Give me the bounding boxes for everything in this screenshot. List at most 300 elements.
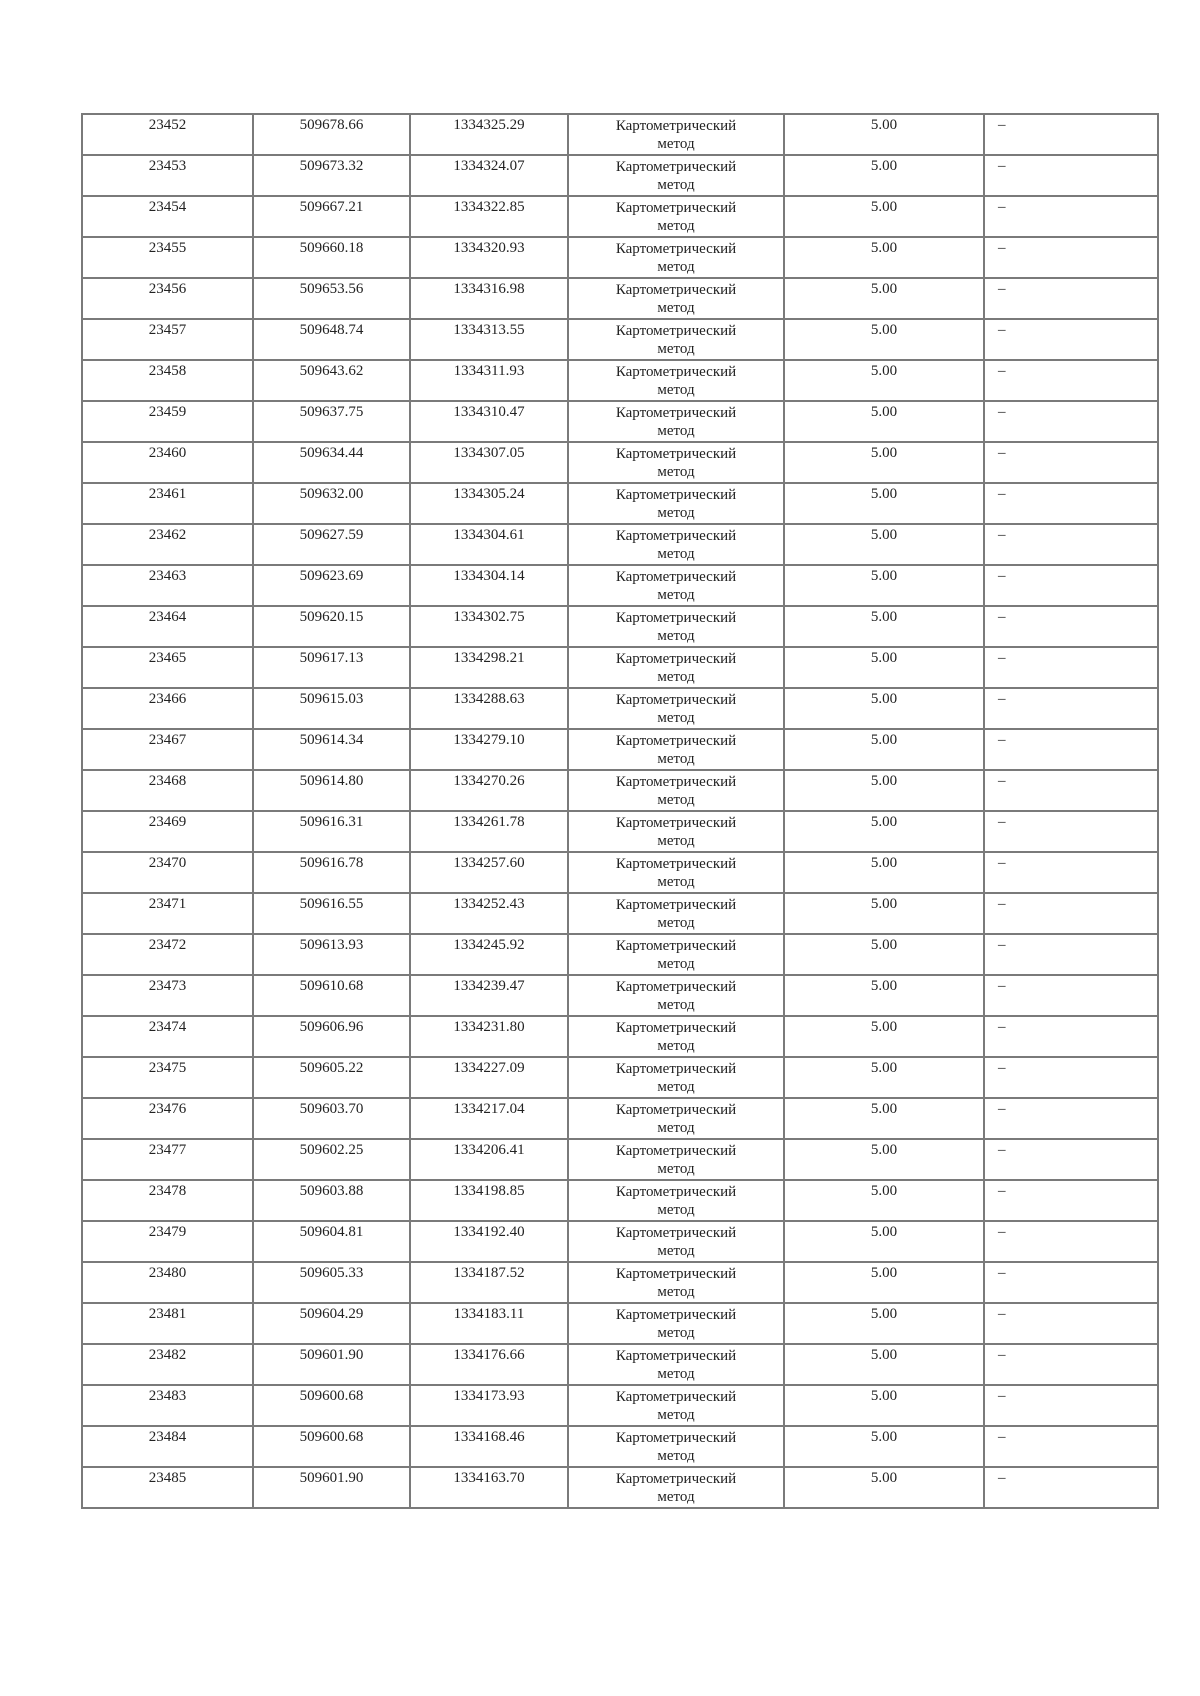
accuracy-cell-value: 5.00 bbox=[870, 158, 898, 174]
note-cell-value: – bbox=[998, 1306, 1006, 1322]
accuracy-cell bbox=[784, 1426, 984, 1467]
accuracy-cell bbox=[784, 1303, 984, 1344]
accuracy-cell bbox=[784, 565, 984, 606]
y-coordinate-cell-value: 1334316.98 bbox=[453, 281, 525, 297]
x-coordinate-cell-value: 509614.34 bbox=[299, 732, 364, 748]
x-coordinate-cell-value: 509616.55 bbox=[299, 896, 364, 912]
y-coordinate-cell-value: 1334310.47 bbox=[453, 404, 525, 420]
y-coordinate-cell-value: 1334320.93 bbox=[453, 240, 525, 256]
note-cell bbox=[984, 1139, 1158, 1180]
method-line-2: метод bbox=[657, 136, 695, 152]
point-number-cell bbox=[82, 852, 253, 893]
point-number-cell bbox=[82, 401, 253, 442]
x-coordinate-cell bbox=[253, 729, 410, 770]
point-number-cell-value: 23485 bbox=[148, 1470, 187, 1486]
x-coordinate-cell bbox=[253, 442, 410, 483]
x-coordinate-cell bbox=[253, 934, 410, 975]
point-number-cell bbox=[82, 524, 253, 565]
method-line-1: Картометрический bbox=[615, 651, 737, 667]
accuracy-cell bbox=[784, 688, 984, 729]
accuracy-cell bbox=[784, 770, 984, 811]
table-row bbox=[82, 1385, 1158, 1426]
point-number-cell bbox=[82, 237, 253, 278]
method-line-1: Картометрический bbox=[615, 774, 737, 790]
method-line-1: Картометрический bbox=[615, 200, 737, 216]
point-number-cell-value: 23468 bbox=[148, 773, 187, 789]
note-cell-value: – bbox=[998, 1388, 1006, 1404]
y-coordinate-cell-value: 1334187.52 bbox=[453, 1265, 525, 1281]
y-coordinate-cell-value: 1334270.26 bbox=[453, 773, 525, 789]
y-coordinate-cell bbox=[410, 442, 568, 483]
method-line-2: метод bbox=[657, 464, 695, 480]
note-cell-value: – bbox=[998, 527, 1006, 543]
point-number-cell-value: 23459 bbox=[148, 404, 187, 420]
accuracy-cell bbox=[784, 934, 984, 975]
accuracy-cell-value: 5.00 bbox=[870, 978, 898, 994]
x-coordinate-cell bbox=[253, 688, 410, 729]
method-line-2: метод bbox=[657, 915, 695, 931]
accuracy-cell bbox=[784, 401, 984, 442]
x-coordinate-cell-value: 509667.21 bbox=[299, 199, 364, 215]
note-cell-value: – bbox=[998, 199, 1006, 215]
point-number-cell-value: 23470 bbox=[148, 855, 187, 871]
accuracy-cell bbox=[784, 1180, 984, 1221]
note-cell bbox=[984, 565, 1158, 606]
x-coordinate-cell bbox=[253, 360, 410, 401]
method-line-2: метод bbox=[657, 997, 695, 1013]
x-coordinate-cell bbox=[253, 893, 410, 934]
x-coordinate-cell-value: 509616.31 bbox=[299, 814, 364, 830]
method-line-1: Картометрический bbox=[615, 282, 737, 298]
table-row bbox=[82, 360, 1158, 401]
y-coordinate-cell-value: 1334325.29 bbox=[453, 117, 525, 133]
table-row bbox=[82, 278, 1158, 319]
method-cell bbox=[568, 1139, 784, 1180]
method-cell bbox=[568, 770, 784, 811]
method-line-1: Картометрический bbox=[615, 1184, 737, 1200]
accuracy-cell bbox=[784, 1016, 984, 1057]
note-cell bbox=[984, 114, 1158, 155]
coordinates-table bbox=[81, 113, 1159, 1509]
y-coordinate-cell-value: 1334252.43 bbox=[453, 896, 525, 912]
y-coordinate-cell-value: 1334261.78 bbox=[453, 814, 525, 830]
y-coordinate-cell-value: 1334217.04 bbox=[453, 1101, 525, 1117]
x-coordinate-cell bbox=[253, 565, 410, 606]
x-coordinate-cell bbox=[253, 811, 410, 852]
accuracy-cell-value: 5.00 bbox=[870, 814, 898, 830]
x-coordinate-cell-value: 509678.66 bbox=[299, 117, 364, 133]
accuracy-cell-value: 5.00 bbox=[870, 1347, 898, 1363]
method-line-1: Картометрический bbox=[615, 1266, 737, 1282]
x-coordinate-cell-value: 509627.59 bbox=[299, 527, 364, 543]
x-coordinate-cell bbox=[253, 1262, 410, 1303]
x-coordinate-cell bbox=[253, 1344, 410, 1385]
table-row bbox=[82, 565, 1158, 606]
note-cell-value: – bbox=[998, 117, 1006, 133]
point-number-cell bbox=[82, 893, 253, 934]
table-row bbox=[82, 975, 1158, 1016]
table-row bbox=[82, 196, 1158, 237]
accuracy-cell bbox=[784, 1098, 984, 1139]
x-coordinate-cell-value: 509615.03 bbox=[299, 691, 364, 707]
method-cell bbox=[568, 811, 784, 852]
accuracy-cell-value: 5.00 bbox=[870, 1429, 898, 1445]
note-cell-value: – bbox=[998, 691, 1006, 707]
y-coordinate-cell-value: 1334257.60 bbox=[453, 855, 525, 871]
y-coordinate-cell bbox=[410, 975, 568, 1016]
y-coordinate-cell-value: 1334173.93 bbox=[453, 1388, 525, 1404]
point-number-cell-value: 23453 bbox=[148, 158, 187, 174]
y-coordinate-cell-value: 1334227.09 bbox=[453, 1060, 525, 1076]
table-row bbox=[82, 852, 1158, 893]
y-coordinate-cell bbox=[410, 1262, 568, 1303]
point-number-cell bbox=[82, 1467, 253, 1508]
point-number-cell bbox=[82, 1180, 253, 1221]
x-coordinate-cell-value: 509605.33 bbox=[299, 1265, 364, 1281]
note-cell bbox=[984, 483, 1158, 524]
point-number-cell bbox=[82, 1344, 253, 1385]
note-cell bbox=[984, 770, 1158, 811]
note-cell bbox=[984, 852, 1158, 893]
point-number-cell-value: 23457 bbox=[148, 322, 187, 338]
point-number-cell bbox=[82, 1303, 253, 1344]
method-cell bbox=[568, 1344, 784, 1385]
point-number-cell bbox=[82, 1385, 253, 1426]
method-cell bbox=[568, 196, 784, 237]
x-coordinate-cell-value: 509616.78 bbox=[299, 855, 364, 871]
point-number-cell-value: 23483 bbox=[148, 1388, 187, 1404]
method-line-2: метод bbox=[657, 1489, 695, 1505]
method-cell bbox=[568, 1262, 784, 1303]
note-cell bbox=[984, 729, 1158, 770]
x-coordinate-cell bbox=[253, 1016, 410, 1057]
method-line-2: метод bbox=[657, 300, 695, 316]
x-coordinate-cell-value: 509653.56 bbox=[299, 281, 364, 297]
point-number-cell-value: 23477 bbox=[148, 1142, 187, 1158]
method-line-1: Картометрический bbox=[615, 1225, 737, 1241]
method-line-1: Картометрический bbox=[615, 528, 737, 544]
y-coordinate-cell bbox=[410, 606, 568, 647]
note-cell bbox=[984, 196, 1158, 237]
x-coordinate-cell-value: 509603.88 bbox=[299, 1183, 364, 1199]
note-cell bbox=[984, 975, 1158, 1016]
y-coordinate-cell bbox=[410, 565, 568, 606]
method-cell bbox=[568, 893, 784, 934]
method-cell bbox=[568, 647, 784, 688]
method-line-1: Картометрический bbox=[615, 446, 737, 462]
accuracy-cell-value: 5.00 bbox=[870, 404, 898, 420]
accuracy-cell-value: 5.00 bbox=[870, 1019, 898, 1035]
x-coordinate-cell bbox=[253, 1180, 410, 1221]
y-coordinate-cell-value: 1334288.63 bbox=[453, 691, 525, 707]
x-coordinate-cell-value: 509601.90 bbox=[299, 1347, 364, 1363]
accuracy-cell-value: 5.00 bbox=[870, 650, 898, 666]
y-coordinate-cell-value: 1334239.47 bbox=[453, 978, 525, 994]
accuracy-cell-value: 5.00 bbox=[870, 445, 898, 461]
point-number-cell-value: 23460 bbox=[148, 445, 187, 461]
y-coordinate-cell bbox=[410, 1139, 568, 1180]
table-row bbox=[82, 1180, 1158, 1221]
method-line-1: Картометрический bbox=[615, 610, 737, 626]
y-coordinate-cell-value: 1334322.85 bbox=[453, 199, 525, 215]
table-row bbox=[82, 688, 1158, 729]
method-cell bbox=[568, 319, 784, 360]
method-line-2: метод bbox=[657, 874, 695, 890]
method-cell bbox=[568, 934, 784, 975]
method-cell bbox=[568, 688, 784, 729]
point-number-cell-value: 23481 bbox=[148, 1306, 187, 1322]
note-cell-value: – bbox=[998, 896, 1006, 912]
note-cell bbox=[984, 606, 1158, 647]
method-line-1: Картометрический bbox=[615, 938, 737, 954]
table-row bbox=[82, 729, 1158, 770]
note-cell bbox=[984, 278, 1158, 319]
y-coordinate-cell-value: 1334231.80 bbox=[453, 1019, 525, 1035]
y-coordinate-cell bbox=[410, 1098, 568, 1139]
note-cell-value: – bbox=[998, 281, 1006, 297]
x-coordinate-cell-value: 509614.80 bbox=[299, 773, 364, 789]
note-cell bbox=[984, 401, 1158, 442]
method-line-2: метод bbox=[657, 1284, 695, 1300]
method-line-2: метод bbox=[657, 587, 695, 603]
note-cell bbox=[984, 1098, 1158, 1139]
note-cell-value: – bbox=[998, 1060, 1006, 1076]
x-coordinate-cell-value: 509673.32 bbox=[299, 158, 364, 174]
x-coordinate-cell bbox=[253, 114, 410, 155]
accuracy-cell-value: 5.00 bbox=[870, 322, 898, 338]
method-cell bbox=[568, 565, 784, 606]
point-number-cell bbox=[82, 196, 253, 237]
y-coordinate-cell-value: 1334206.41 bbox=[453, 1142, 525, 1158]
table-row bbox=[82, 1426, 1158, 1467]
point-number-cell bbox=[82, 1098, 253, 1139]
point-number-cell bbox=[82, 770, 253, 811]
y-coordinate-cell-value: 1334304.14 bbox=[453, 568, 525, 584]
x-coordinate-cell-value: 509613.93 bbox=[299, 937, 364, 953]
point-number-cell bbox=[82, 1016, 253, 1057]
point-number-cell-value: 23463 bbox=[148, 568, 187, 584]
accuracy-cell-value: 5.00 bbox=[870, 1388, 898, 1404]
x-coordinate-cell bbox=[253, 237, 410, 278]
table-row bbox=[82, 483, 1158, 524]
method-cell bbox=[568, 278, 784, 319]
accuracy-cell-value: 5.00 bbox=[870, 691, 898, 707]
point-number-cell bbox=[82, 483, 253, 524]
x-coordinate-cell bbox=[253, 278, 410, 319]
accuracy-cell bbox=[784, 647, 984, 688]
accuracy-cell bbox=[784, 237, 984, 278]
y-coordinate-cell bbox=[410, 1426, 568, 1467]
note-cell-value: – bbox=[998, 404, 1006, 420]
note-cell-value: – bbox=[998, 363, 1006, 379]
table-row bbox=[82, 1262, 1158, 1303]
y-coordinate-cell bbox=[410, 934, 568, 975]
method-cell bbox=[568, 237, 784, 278]
point-number-cell-value: 23482 bbox=[148, 1347, 187, 1363]
method-line-2: метод bbox=[657, 341, 695, 357]
accuracy-cell-value: 5.00 bbox=[870, 732, 898, 748]
note-cell-value: – bbox=[998, 650, 1006, 666]
x-coordinate-cell-value: 509606.96 bbox=[299, 1019, 364, 1035]
x-coordinate-cell bbox=[253, 1221, 410, 1262]
table-row bbox=[82, 934, 1158, 975]
x-coordinate-cell-value: 509605.22 bbox=[299, 1060, 364, 1076]
note-cell bbox=[984, 1303, 1158, 1344]
table-row bbox=[82, 1303, 1158, 1344]
note-cell bbox=[984, 1221, 1158, 1262]
note-cell bbox=[984, 893, 1158, 934]
point-number-cell-value: 23465 bbox=[148, 650, 187, 666]
accuracy-cell-value: 5.00 bbox=[870, 1183, 898, 1199]
table-row bbox=[82, 606, 1158, 647]
table-row bbox=[82, 1098, 1158, 1139]
method-cell bbox=[568, 483, 784, 524]
method-line-1: Картометрический bbox=[615, 692, 737, 708]
point-number-cell bbox=[82, 565, 253, 606]
x-coordinate-cell bbox=[253, 1303, 410, 1344]
accuracy-cell bbox=[784, 1467, 984, 1508]
method-line-1: Картометрический bbox=[615, 1430, 737, 1446]
method-cell bbox=[568, 1221, 784, 1262]
point-number-cell-value: 23454 bbox=[148, 199, 187, 215]
note-cell-value: – bbox=[998, 158, 1006, 174]
point-number-cell bbox=[82, 319, 253, 360]
y-coordinate-cell bbox=[410, 155, 568, 196]
accuracy-cell bbox=[784, 1139, 984, 1180]
y-coordinate-cell-value: 1334168.46 bbox=[453, 1429, 525, 1445]
table-row bbox=[82, 811, 1158, 852]
method-line-2: метод bbox=[657, 669, 695, 685]
point-number-cell-value: 23480 bbox=[148, 1265, 187, 1281]
method-cell bbox=[568, 975, 784, 1016]
method-cell bbox=[568, 1098, 784, 1139]
method-cell bbox=[568, 524, 784, 565]
x-coordinate-cell bbox=[253, 401, 410, 442]
y-coordinate-cell bbox=[410, 1180, 568, 1221]
accuracy-cell bbox=[784, 442, 984, 483]
y-coordinate-cell-value: 1334163.70 bbox=[453, 1470, 525, 1486]
method-line-2: метод bbox=[657, 546, 695, 562]
accuracy-cell-value: 5.00 bbox=[870, 896, 898, 912]
y-coordinate-cell bbox=[410, 1057, 568, 1098]
note-cell bbox=[984, 237, 1158, 278]
accuracy-cell-value: 5.00 bbox=[870, 937, 898, 953]
note-cell bbox=[984, 1057, 1158, 1098]
note-cell bbox=[984, 319, 1158, 360]
note-cell-value: – bbox=[998, 814, 1006, 830]
y-coordinate-cell bbox=[410, 114, 568, 155]
note-cell-value: – bbox=[998, 568, 1006, 584]
note-cell bbox=[984, 524, 1158, 565]
accuracy-cell bbox=[784, 1262, 984, 1303]
accuracy-cell-value: 5.00 bbox=[870, 486, 898, 502]
point-number-cell-value: 23452 bbox=[148, 117, 187, 133]
method-line-1: Картометрический bbox=[615, 1348, 737, 1364]
y-coordinate-cell bbox=[410, 278, 568, 319]
point-number-cell-value: 23456 bbox=[148, 281, 187, 297]
accuracy-cell bbox=[784, 1344, 984, 1385]
accuracy-cell-value: 5.00 bbox=[870, 199, 898, 215]
point-number-cell-value: 23462 bbox=[148, 527, 187, 543]
method-cell bbox=[568, 1426, 784, 1467]
method-line-1: Картометрический bbox=[615, 159, 737, 175]
x-coordinate-cell bbox=[253, 483, 410, 524]
method-line-2: метод bbox=[657, 1038, 695, 1054]
method-line-2: метод bbox=[657, 177, 695, 193]
point-number-cell-value: 23473 bbox=[148, 978, 187, 994]
x-coordinate-cell-value: 509660.18 bbox=[299, 240, 364, 256]
note-cell-value: – bbox=[998, 486, 1006, 502]
method-line-2: метод bbox=[657, 1448, 695, 1464]
method-line-1: Картометрический bbox=[615, 364, 737, 380]
method-line-1: Картометрический bbox=[615, 405, 737, 421]
x-coordinate-cell-value: 509610.68 bbox=[299, 978, 364, 994]
point-number-cell bbox=[82, 278, 253, 319]
point-number-cell bbox=[82, 114, 253, 155]
accuracy-cell-value: 5.00 bbox=[870, 1265, 898, 1281]
accuracy-cell-value: 5.00 bbox=[870, 1224, 898, 1240]
coordinates-table-body bbox=[82, 114, 1158, 1508]
x-coordinate-cell-value: 509603.70 bbox=[299, 1101, 364, 1117]
y-coordinate-cell bbox=[410, 852, 568, 893]
method-line-1: Картометрический bbox=[615, 323, 737, 339]
note-cell-value: – bbox=[998, 1265, 1006, 1281]
y-coordinate-cell bbox=[410, 196, 568, 237]
y-coordinate-cell bbox=[410, 811, 568, 852]
x-coordinate-cell bbox=[253, 196, 410, 237]
y-coordinate-cell bbox=[410, 1344, 568, 1385]
table-row bbox=[82, 893, 1158, 934]
y-coordinate-cell bbox=[410, 524, 568, 565]
x-coordinate-cell bbox=[253, 319, 410, 360]
point-number-cell-value: 23467 bbox=[148, 732, 187, 748]
method-line-1: Картометрический bbox=[615, 733, 737, 749]
y-coordinate-cell bbox=[410, 401, 568, 442]
y-coordinate-cell-value: 1334192.40 bbox=[453, 1224, 525, 1240]
table-row bbox=[82, 647, 1158, 688]
y-coordinate-cell-value: 1334304.61 bbox=[453, 527, 525, 543]
point-number-cell-value: 23484 bbox=[148, 1429, 187, 1445]
x-coordinate-cell bbox=[253, 975, 410, 1016]
method-line-1: Картометрический bbox=[615, 1389, 737, 1405]
point-number-cell bbox=[82, 811, 253, 852]
point-number-cell bbox=[82, 1221, 253, 1262]
accuracy-cell bbox=[784, 852, 984, 893]
accuracy-cell-value: 5.00 bbox=[870, 1306, 898, 1322]
method-cell bbox=[568, 852, 784, 893]
x-coordinate-cell bbox=[253, 770, 410, 811]
accuracy-cell-value: 5.00 bbox=[870, 773, 898, 789]
table-row bbox=[82, 155, 1158, 196]
point-number-cell bbox=[82, 975, 253, 1016]
point-number-cell bbox=[82, 442, 253, 483]
accuracy-cell bbox=[784, 319, 984, 360]
accuracy-cell bbox=[784, 1385, 984, 1426]
note-cell-value: – bbox=[998, 732, 1006, 748]
x-coordinate-cell bbox=[253, 647, 410, 688]
method-cell bbox=[568, 1016, 784, 1057]
method-line-1: Картометрический bbox=[615, 1020, 737, 1036]
note-cell-value: – bbox=[998, 1470, 1006, 1486]
x-coordinate-cell-value: 509601.90 bbox=[299, 1470, 364, 1486]
y-coordinate-cell bbox=[410, 237, 568, 278]
y-coordinate-cell-value: 1334245.92 bbox=[453, 937, 525, 953]
point-number-cell-value: 23455 bbox=[148, 240, 187, 256]
accuracy-cell bbox=[784, 811, 984, 852]
x-coordinate-cell-value: 509620.15 bbox=[299, 609, 364, 625]
method-line-1: Картометрический bbox=[615, 815, 737, 831]
accuracy-cell-value: 5.00 bbox=[870, 609, 898, 625]
